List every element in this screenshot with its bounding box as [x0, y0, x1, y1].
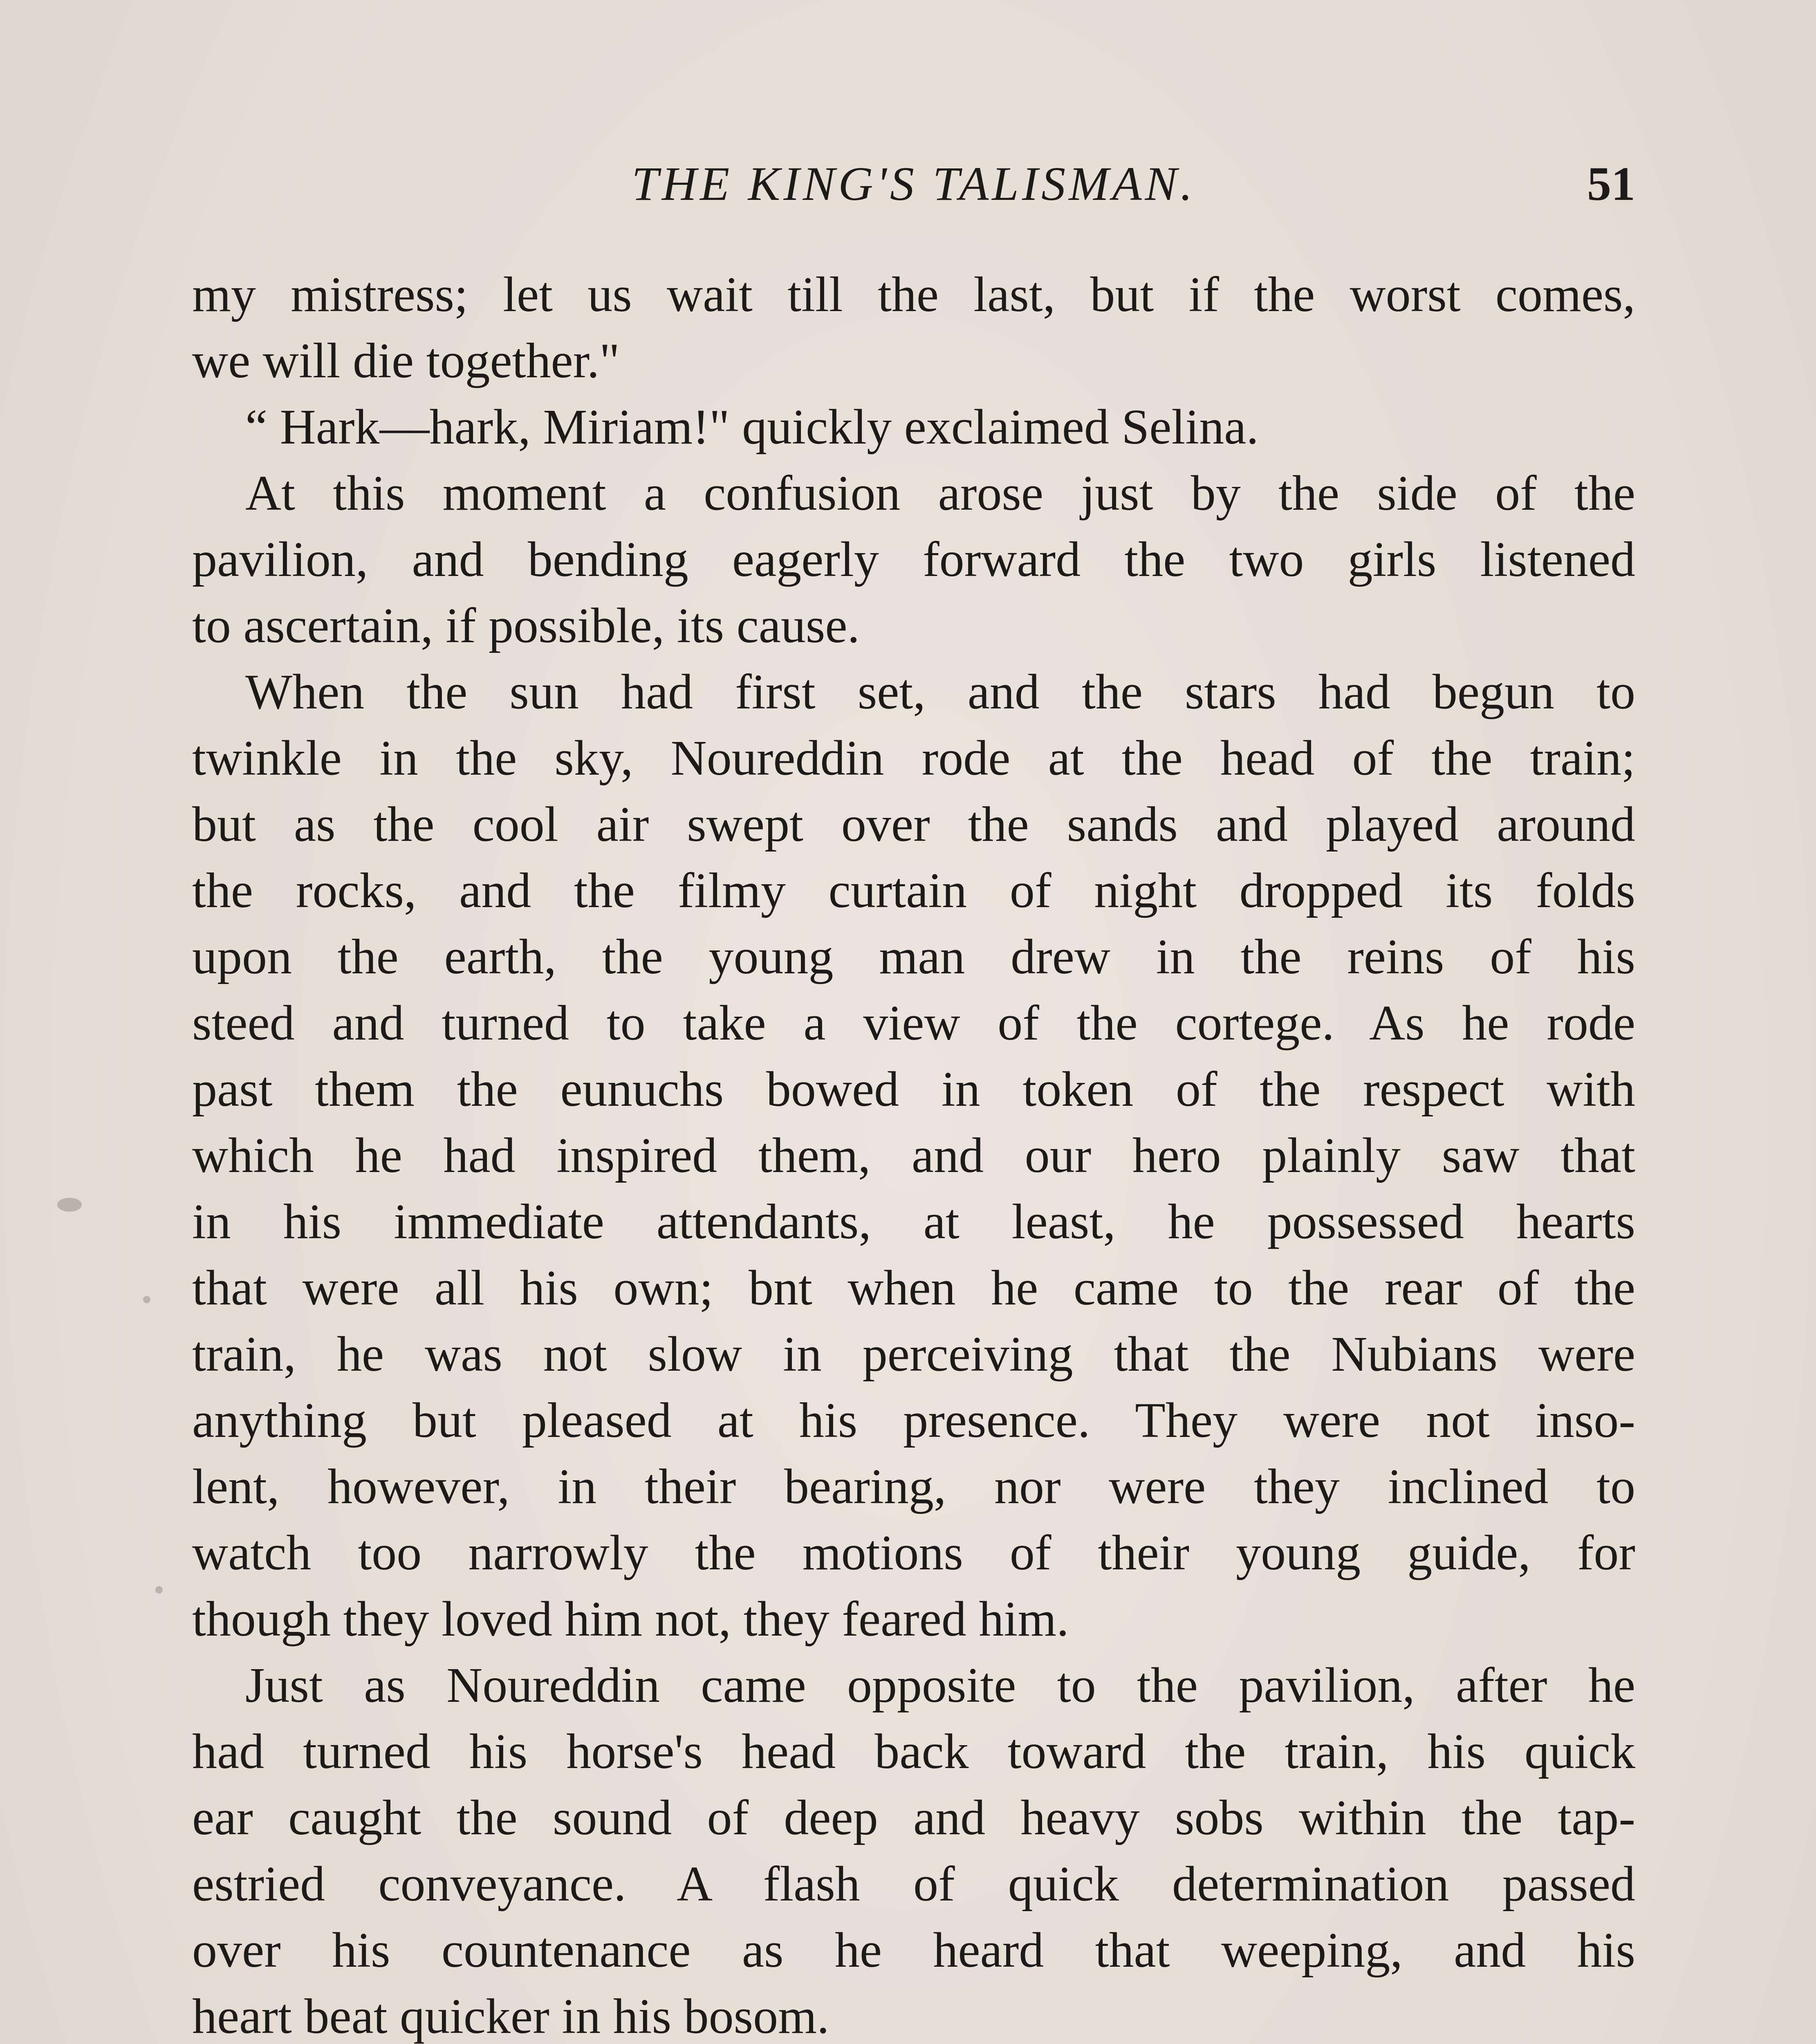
text-line: that were all his own; bnt when he came to the rear of the	[192, 1260, 1635, 1316]
text-line: though they loved him not, they feared him.	[192, 1591, 1069, 1647]
text-line: in his immediate attendants, at least, he possessed hearts	[192, 1194, 1635, 1249]
text-line: to ascertain, if possible, its cause.	[192, 598, 860, 653]
page-number: 51	[1587, 157, 1635, 211]
text-line: past them the eunuchs bowed in token of the respect with	[192, 1062, 1635, 1117]
text-line: my mistress; let us wait till the last, but if the worst comes,	[192, 267, 1635, 322]
text-line: twinkle in the sky, Noureddin rode at the head of the train;	[192, 731, 1635, 786]
text-line: but as the cool air swept over the sands and played around	[192, 797, 1635, 852]
text-line: At this moment a confusion arose just by the side of the	[245, 466, 1635, 521]
text-line: When the sun had first set, and the stars had begun to	[245, 664, 1635, 719]
text-line: pavilion, and bending eagerly forward the two girls listened	[192, 532, 1635, 587]
text-line: we will die together."	[192, 333, 620, 388]
body-text	[192, 262, 1635, 2044]
text-line: upon the earth, the young man drew in the reins of his	[192, 929, 1635, 984]
text-line: train, he was not slow in perceiving that the Nubians were	[192, 1327, 1635, 1382]
text-line: estried conveyance. A flash of quick determination passed	[192, 1856, 1635, 1912]
text-line: had turned his horse's head back toward the train, his quick	[192, 1724, 1635, 1779]
paper-speck	[155, 1586, 163, 1594]
text-line: heart beat quicker in his bosom.	[192, 1989, 830, 2044]
text-line: “ Hark—hark, Miriam!" quickly exclaimed Selina.	[245, 399, 1259, 455]
running-title: THE KING'S TALISMAN.	[632, 157, 1196, 211]
text-line: anything but pleased at his presence. They were not inso-	[192, 1393, 1635, 1448]
text-line: the rocks, and the filmy curtain of night dropped its folds	[192, 863, 1635, 918]
text-line: Just as Noureddin came opposite to the pavilion, after he	[245, 1658, 1635, 1713]
text-line: lent, however, in their bearing, nor were they inclined to	[192, 1459, 1635, 1514]
paper-speck	[143, 1296, 150, 1303]
text-line: ear caught the sound of deep and heavy sobs within the tap-	[192, 1790, 1635, 1845]
text-line: watch too narrowly the motions of their young guide, for	[192, 1525, 1635, 1580]
text-line: which he had inspired them, and our hero plainly saw that	[192, 1128, 1635, 1183]
paper-speck	[57, 1198, 82, 1212]
text-line: over his countenance as he heard that weeping, and his	[192, 1923, 1635, 1978]
running-head	[192, 151, 1635, 225]
text-line: steed and turned to take a view of the cortege. As he rode	[192, 995, 1635, 1051]
